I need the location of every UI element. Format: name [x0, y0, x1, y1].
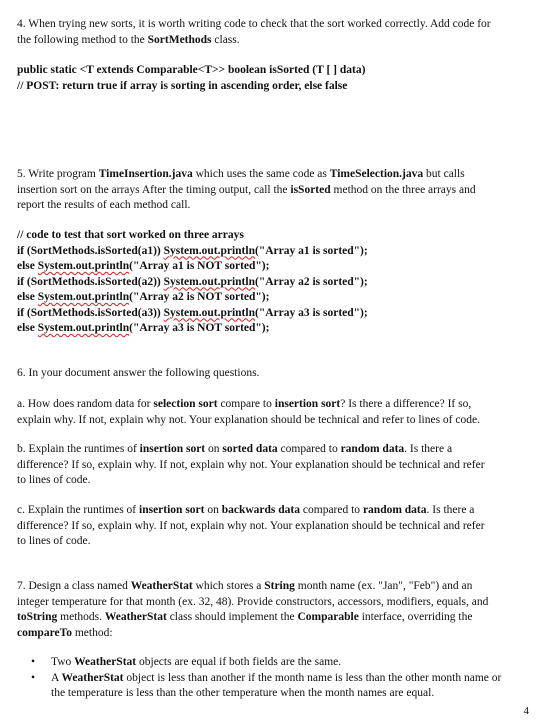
- text-line: [17, 397, 535, 413]
- text-run: to lines of code.: [17, 474, 91, 486]
- text-line: [17, 275, 535, 291]
- text-run: class should implement the: [166, 611, 298, 623]
- bold-text: WeatherStat: [61, 671, 124, 684]
- text-run: difference? If so, explain why. If not, explain why not. Your explanation should be technical and refer: [17, 458, 485, 471]
- bold-text: ("Array a1 is NOT sorted");: [129, 260, 270, 272]
- text-line: [17, 259, 535, 275]
- text-run: objects are equal if both fields are the same.: [136, 656, 342, 668]
- bold-text: selection sort: [153, 398, 218, 410]
- question-6b: [17, 442, 535, 489]
- text-run: . Is there a: [404, 443, 453, 455]
- text-run: report the results of each method call.: [17, 199, 191, 211]
- text-line: [17, 198, 535, 214]
- text-run: . Is there a: [426, 504, 475, 516]
- text-run: ? Is there a difference? If so,: [340, 398, 472, 410]
- bullet-icon: •: [31, 656, 36, 668]
- document-page: [17, 0, 535, 722]
- bullet-item: [31, 655, 531, 671]
- text-line: [17, 626, 535, 642]
- bold-text: random data: [362, 504, 427, 516]
- text-line: [17, 17, 535, 33]
- text-run: explain why. If not, explain why not. Your explanation should be technical and refer to lines of code.: [17, 413, 480, 426]
- text-run: A: [51, 671, 62, 684]
- bold-text: // code to test that sort worked on three arrays: [17, 229, 244, 241]
- text-run: b. Explain the runtimes of: [17, 443, 140, 455]
- text-run: to lines of code.: [17, 535, 91, 547]
- text-run: the following method to the: [17, 33, 148, 46]
- bold-text: // POST: return true if array is sorting in ascending order, else false: [17, 79, 348, 92]
- bold-text: WeatherStat: [130, 580, 193, 592]
- bullet-icon: •: [31, 671, 36, 684]
- bold-text: ("Array a2 is NOT sorted");: [129, 291, 270, 303]
- text-run: Two: [51, 656, 75, 668]
- bold-text: if (SortMethods.isSorted(a2)): [17, 275, 164, 288]
- bold-text: TimeInsertion.java: [98, 168, 193, 180]
- bold-text: else: [17, 260, 38, 272]
- bold-text: if (SortMethods.isSorted(a3)): [17, 306, 164, 319]
- text-line: [17, 442, 535, 458]
- bold-text: insertion sort: [274, 398, 341, 410]
- text-line: [17, 79, 535, 95]
- bold-text: random data: [340, 443, 405, 455]
- bold-text: toString: [17, 611, 58, 623]
- text-run: method:: [71, 626, 113, 639]
- text-run: the temperature is less than the other temperature when the month names are equal.: [51, 687, 435, 699]
- bold-text: System.out.println: [37, 291, 130, 303]
- question-7-bullet-list: [31, 655, 531, 702]
- text-line: [17, 306, 535, 322]
- bold-text: backwards data: [221, 504, 301, 516]
- text-run: compared to: [300, 504, 363, 516]
- question-5-code: [17, 228, 535, 337]
- bold-text: insertion sort: [139, 443, 206, 455]
- text-line: [17, 183, 535, 199]
- bullet-text: [51, 655, 531, 671]
- bold-text: public static <T extends Comparable<T>> boolean isSorted (T [ ] data): [17, 64, 366, 76]
- bold-text: insertion sort: [139, 504, 205, 516]
- text-line: [51, 655, 531, 671]
- text-line: [17, 63, 535, 79]
- bold-text: ("Array a3 is NOT sorted");: [129, 322, 270, 334]
- text-run: which uses the same code as: [192, 168, 330, 180]
- bold-text: else: [17, 322, 38, 334]
- bullet-item: [31, 671, 531, 702]
- text-run: object is less than another if the month name is less than the other month name or: [123, 671, 502, 684]
- text-line: [17, 366, 535, 382]
- bold-text: Comparable: [297, 611, 359, 623]
- bold-text: compareTo: [17, 626, 72, 639]
- bold-text: WeatherStat: [104, 611, 167, 623]
- text-line: [17, 519, 535, 535]
- text-run: class.: [211, 33, 240, 46]
- text-run: integer temperature for that month (ex. 32, 48). Provide constructors, accessors, modifiers, equals, and: [17, 595, 489, 608]
- text-line: [17, 290, 535, 306]
- question-6-intro: [17, 366, 535, 382]
- text-run: compared to: [277, 443, 341, 455]
- bold-text: System.out.println: [37, 322, 130, 334]
- bold-text: System.out.println: [163, 244, 255, 257]
- bold-text: if (SortMethods.isSorted(a1)): [17, 244, 164, 257]
- text-line: [17, 458, 535, 474]
- bold-text: String: [264, 580, 295, 592]
- bullet-text: [51, 671, 531, 702]
- text-line: [51, 671, 531, 687]
- bold-text: System.out.println: [163, 306, 255, 319]
- text-run: interface, overriding the: [358, 611, 473, 623]
- text-line: [51, 686, 531, 702]
- bold-text: sorted data: [222, 443, 278, 455]
- bold-text: ("Array a3 is sorted");: [254, 306, 368, 319]
- text-run: a. How does random data for: [17, 398, 154, 410]
- bold-text: ("Array a2 is sorted");: [254, 275, 368, 288]
- question-6a: [17, 397, 535, 428]
- text-run: month name (ex. "Jan", "Feb") and an: [294, 580, 473, 592]
- text-run: 6. In your document answer the following questions.: [17, 367, 260, 379]
- text-line: [17, 595, 535, 611]
- text-line: [17, 413, 535, 429]
- text-line: [17, 321, 535, 337]
- text-run: insertion sort on the arrays After the timing output, call the: [17, 183, 291, 196]
- text-line: [17, 534, 535, 550]
- bold-text: else: [17, 291, 38, 303]
- question-4-code: [17, 63, 535, 94]
- text-run: on: [204, 504, 222, 516]
- text-run: method on the three arrays and: [330, 183, 476, 196]
- bold-text: SortMethods: [147, 33, 212, 46]
- text-line: [17, 244, 535, 260]
- bold-text: TimeSelection.java: [329, 168, 424, 180]
- bold-text: isSorted: [290, 183, 331, 196]
- text-run: compare to: [217, 398, 275, 410]
- question-7-text: [17, 579, 535, 641]
- bold-text: WeatherStat: [74, 656, 137, 668]
- text-run: 7. Design a class named: [17, 580, 131, 592]
- text-line: [17, 503, 535, 519]
- question-5-text: [17, 167, 535, 214]
- question-4-text: [17, 17, 535, 48]
- text-line: [17, 610, 535, 626]
- text-run: on: [205, 443, 223, 455]
- text-run: which stores a: [192, 580, 265, 592]
- text-run: difference? If so, explain why. If not, explain why not. Your explanation should be technical and refer: [17, 519, 485, 532]
- question-6c: [17, 503, 535, 550]
- text-line: [17, 579, 535, 595]
- text-run: methods.: [57, 611, 105, 623]
- text-run: 4. When trying new sorts, it is worth writing code to check that the sort worked correctly. Add code for: [17, 18, 491, 30]
- bold-text: System.out.println: [37, 260, 130, 272]
- text-line: [17, 228, 535, 244]
- text-run: c. Explain the runtimes of: [17, 504, 139, 516]
- text-line: [17, 33, 535, 49]
- page-number: 4: [523, 705, 529, 717]
- bold-text: System.out.println: [163, 275, 255, 288]
- text-run: but calls: [423, 168, 465, 180]
- bold-text: ("Array a1 is sorted");: [254, 244, 368, 257]
- text-run: 5. Write program: [17, 168, 99, 180]
- text-line: [17, 473, 535, 489]
- text-line: [17, 167, 535, 183]
